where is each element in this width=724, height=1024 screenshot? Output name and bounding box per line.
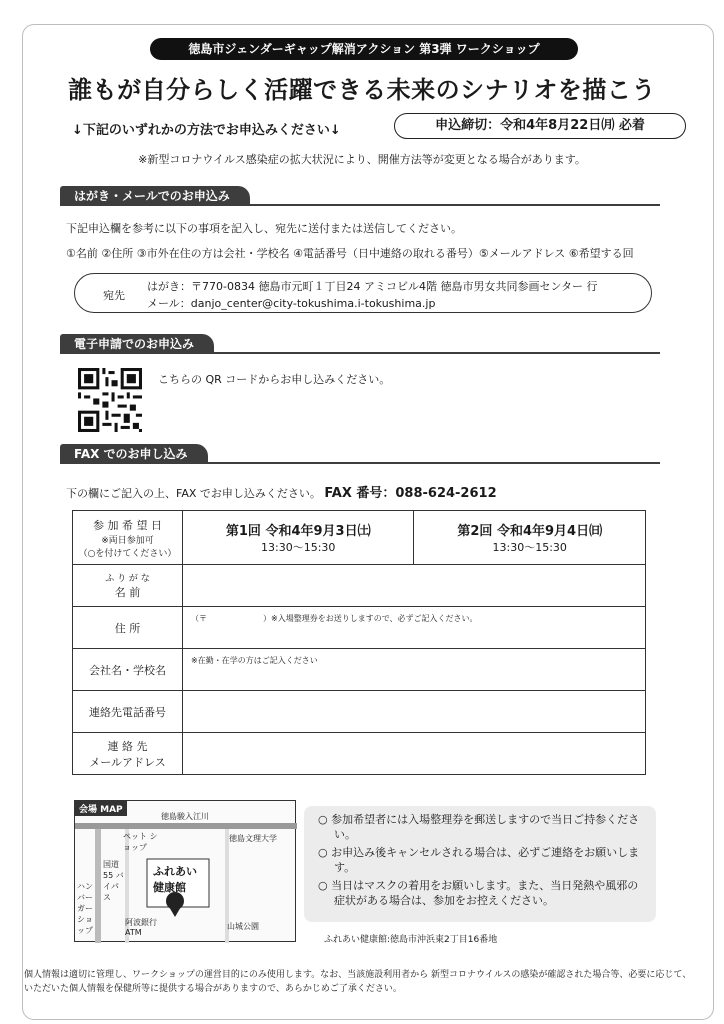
- destination-box: [74, 273, 652, 313]
- fax-number: FAX 番号：088-624-2612: [324, 486, 497, 501]
- postal-items: ①名前 ②住所 ③市外在住の方は会社・学校名 ④電話番号（日中連絡の取れる番号）⑤メールアドレス ⑥希望する回: [66, 247, 634, 260]
- privacy-footer: 個人情報は適切に管理し、ワークショップの運営目的にのみ使用します。なお、当該施設利用者から 新型コロナウイルスの感染が確認された場合等、必要に応じて、いただいた個人情報を保健所等に提供する場合がありますので、あらかじめご了承ください。: [24, 970, 692, 994]
- lead-text: ↓下記のいずれかの方法でお申込みください↓: [72, 123, 341, 138]
- form-row-email: [73, 733, 646, 775]
- form-row-address: [73, 607, 646, 649]
- company-note: ※在勤・在学の方はご記入ください: [191, 656, 318, 665]
- fax-instruction-line: [66, 482, 497, 501]
- fax-section-header: [60, 444, 660, 464]
- note-item: ○ 当日はマスクの着用をお願いします。また、当日発熱や風邪の症状がある場合は、参加をお控えください。: [318, 879, 639, 907]
- fax-application-form: [72, 510, 646, 775]
- note-item: ○ お申込み後キャンセルされる場合は、必ずご連絡をお願いします。: [318, 846, 640, 874]
- phone-label: 連絡先電話番号: [73, 691, 183, 733]
- map-label-river: 徳島駿入江川: [161, 812, 209, 821]
- destination-label: 宛先: [103, 289, 125, 302]
- wish-note-circle: （○を付けてください）: [78, 548, 177, 559]
- map-label-bypass: 国道55 バイパス: [103, 860, 124, 902]
- fax-instruction: 下の欄にご記入の上、FAX でお申し込みください。: [66, 487, 321, 500]
- wish-label: 参 加 希 望 日: [93, 518, 162, 532]
- map-label-park: 山城公園: [227, 922, 259, 931]
- name-label: 名 前: [114, 586, 141, 599]
- map-label-venue: ふれあい 健康館: [153, 865, 197, 894]
- session-1-cell[interactable]: [183, 511, 414, 565]
- email-label-top: 連 絡 先: [107, 739, 148, 753]
- name-input-cell[interactable]: [183, 565, 646, 607]
- note-item: ○ 参加希望者には入場整理券を郵送しますので当日ご持参ください。: [318, 813, 640, 841]
- main-title: 誰もが自分らしく活躍できる未来のシナリオを描こう: [68, 76, 656, 104]
- form-row-sessions: [73, 511, 646, 565]
- venue-map: [74, 800, 296, 942]
- email-input-cell[interactable]: [183, 733, 646, 775]
- online-section-header: [60, 334, 660, 354]
- covid-notice: ※新型コロナウイルス感染症の拡大状況により、開催方法等が変更となる場合があります。: [138, 153, 586, 166]
- company-label: 会社名・学校名: [73, 649, 183, 691]
- section-rule: [60, 204, 660, 206]
- session-1-date: 第1回 令和4年9月3日㈯: [225, 524, 371, 539]
- deadline-badge: 申込締切：令和4年8月22日㈪ 必着: [394, 113, 686, 139]
- furigana-label: ふ り が な: [105, 574, 150, 584]
- map-label-atm: 阿波銀行 ATM: [125, 918, 157, 937]
- form-row-name: [73, 565, 646, 607]
- destination-postcard: はがき：〒770-0834 徳島市元町１丁目24 アミコビル4階 徳島市男女共同参画センター 行: [147, 280, 598, 293]
- map-tag: 会場 MAP: [75, 801, 127, 816]
- online-instruction: こちらの QR コードからお申し込みください。: [158, 373, 391, 386]
- email-label-bottom: メールアドレス: [89, 755, 166, 769]
- fax-section-title: FAX でのお申し込み: [60, 444, 208, 464]
- map-label-university: 徳島文理大学: [229, 834, 277, 843]
- session-2-cell[interactable]: [414, 511, 646, 565]
- wish-label-cell: [73, 511, 183, 565]
- wish-note-both: ※両日参加可: [101, 535, 154, 546]
- session-2-time: 13:30〜15:30: [492, 541, 567, 554]
- notes-panel: [304, 806, 656, 922]
- postal-section-title: はがき・メールでのお申込み: [60, 186, 250, 206]
- online-section-title: 電子申請でのお申込み: [60, 334, 214, 354]
- map-label-pet-shop: ペット ショップ: [123, 832, 158, 852]
- map-label-burger-shop: ハンバーガー ショップ: [77, 882, 93, 935]
- section-rule: [60, 352, 660, 354]
- company-input-cell[interactable]: [183, 649, 646, 691]
- name-label-cell: [73, 565, 183, 607]
- venue-address: ふれあい健康館:徳島市沖浜東2丁目16番地: [324, 935, 498, 945]
- event-banner: 徳島市ジェンダーギャップ解消アクション 第3弾 ワークショップ: [150, 38, 578, 60]
- email-label-cell: [73, 733, 183, 775]
- postal-instruction: 下記申込欄を参考に以下の事項を記入し、宛先に送付または送信してください。: [66, 222, 462, 235]
- address-input-cell[interactable]: [183, 607, 646, 649]
- address-label: 住 所: [73, 607, 183, 649]
- address-note: （〒 ）※入場整理券をお送りしますので、必ずご記入ください。: [191, 614, 478, 623]
- section-rule: [60, 462, 660, 464]
- destination-email[interactable]: メール：danjo_center@city-tokushima.i-tokushima.jp: [147, 297, 436, 310]
- phone-input-cell[interactable]: [183, 691, 646, 733]
- qr-code-icon[interactable]: [78, 368, 142, 432]
- postal-section-header: [60, 186, 660, 206]
- form-row-phone: [73, 691, 646, 733]
- session-1-time: 13:30〜15:30: [261, 541, 336, 554]
- form-row-company: [73, 649, 646, 691]
- session-2-date: 第2回 令和4年9月4日㈰: [457, 524, 603, 539]
